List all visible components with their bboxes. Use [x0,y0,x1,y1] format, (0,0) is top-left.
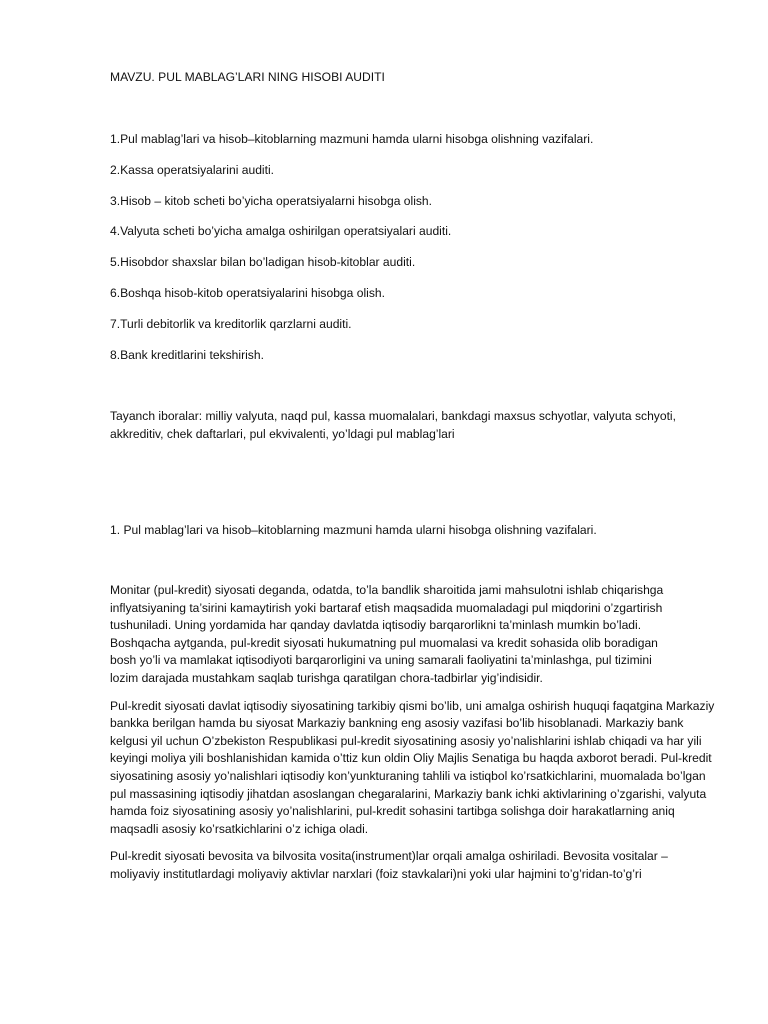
body-paragraph: Pul-kredit siyosati bevosita va bilvosita vosita(instrument)lar orqali amalga oshiriladi. Bevosita vositalar – moliyaviy institutlardagi moliyaviy aktivlar narxlari (foiz stavkalari)ni yoki ular hajmini to’g’ridan-to’g’ri [110,849,668,881]
toc-item: 1.Pul mablag’lari va hisob–kitoblarning mazmuni hamda ularni hisobga olishning vazifalari. [110,132,594,146]
toc-item: 5.Hisobdor shaxslar bilan bo’ladigan hisob-kitoblar auditi. [110,255,416,270]
body-paragraph: Pul-kredit siyosati davlat iqtisodiy siyosatining tarkibiy qismi bo’lib, uni amalga oshirish huquqi faqatgina Markaziy bankka berilgan hamda bu siyosat Markaziy bankning eng asosiy vazifasi bo’lib hisoblanadi. Markaziy bank kelgusi yil uchun O’zbekiston Respublikasi pul-kredit siyosatining asosiy yo’nalishlarini ishlab chiqadi va har yili keyingi moliya yili boshlanishidan kamida o’ttiz kun oldin Oliy Majlis Senatiga bu haqda axborot beradi. Pul-kredit siyosatining asosiy yo’nalishlari iqtisodiy kon’yunkturaning tahlili va istiqbol ko’rsatkichlarini, muomalada bo’lgan pul massasining iqtisodiy jihatdan asoslangan chegaralarini, Markaziy bank ichki aktivlarining o’zgarishi, valyuta hamda foiz siyosatining asosiy yo’nalishlarini, pul-kredit sohasini tartibga solishga doir harakatlarning aniq maqsadli asosiy ko’rsatkichlarini o’z ichiga oladi. [110,698,715,836]
table-of-contents [110,131,593,377]
keywords-paragraph: Tayanch iboralar: milliy valyuta, naqd pul, kassa muomalalari, bankdagi maxsus schyotlar, valyuta schyoti, akkreditiv, chek daftarlari, pul ekvivalenti, yo’ldagi pul mablag’lari [110,409,676,441]
toc-item: 8.Bank kreditlarini tekshirish. [110,347,264,362]
body-text [110,582,715,894]
toc-item: 6.Boshqa hisob-kitob operatsiyalarini hisobga olish. [110,285,385,300]
body-paragraph: Monitar (pul-kredit) siyosati deganda, odatda, to’la bandlik sharoitida jami mahsulotni ishlab chiqarishga inflyatsiyaning ta’sirini kamaytirish yoki bartaraf etish maqsadida muomaladagi pul miqdorini o’zgartirish tushuniladi. Uning yordamida har qanday davlatda iqtisodiy barqarorlikni ta’minlash mumkin bo’ladi. Boshqacha aytganda, pul-kredit siyosati hukumatning pul muomalasi va kredit sohasida olib boradigan bosh yo’li va mamlakat iqtisodiyoti barqarorligini va uning samarali faoliyatini ta’minlashga, pul tizimini lozim darajada mustahkam saqlab turishga qaratilgan chora-tadbirlar yig’indisidir. [110,583,664,685]
toc-item: 3.Hisob – kitob scheti bo’yicha operatsiyalarni hisobga olish. [110,193,433,208]
toc-item: 4.Valyuta scheti bo’yicha amalga oshirilgan operatsiyalari auditi. [110,224,452,239]
toc-item: 2.Kassa operatsiyalarini auditi. [110,162,275,177]
toc-item: 7.Turli debitorlik va kreditorlik qarzlarni auditi. [110,316,352,331]
section-heading: 1. Pul mablag’lari va hisob–kitoblarning mazmuni hamda ularni hisobga olishning vazifalari. [110,523,597,537]
document-title: MAVZU. PUL MABLAG’LARI NING HISOBI AUDITI [110,70,385,84]
